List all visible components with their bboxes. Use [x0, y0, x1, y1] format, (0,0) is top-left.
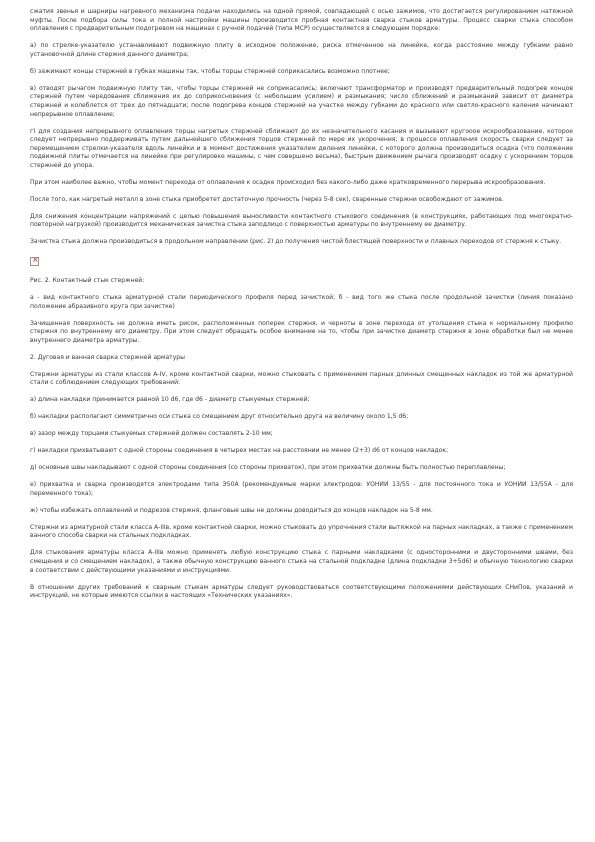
paragraph: г) для создания непрерывного оплавления торцы нагретых стержней сближают до их незначительного касания и вызывают кругооое искрообразование, которое следует непрерывно поддерживать путем дальнейшего сближения торцов стержней по мере их укорочения; в процессе оплавления скорость сварки следует за перемещением стрелки-указателя вдоль линейки и в момент достижения указателем деления линейки, с которого должна производиться осадка (что положение подвижной плиты отмечается на линейке при регулировке машины, с чем совершено весьма), быстрым движением рычага производят осадку с ускорением торцов стержней до упора. — [30, 127, 573, 169]
paragraph: Зачищенная поверхность не должна иметь рисок, расположенных поперек стержня, и черноты в зоне перехода от утолщения стыка к нормальному профилю стержня по внутреннему его диаметру. При этом следует обращать особое внимание на то, чтобы при зачистке диаметр стержня в зоне обработки был не менее внутреннего диаметра арматуры. — [30, 319, 573, 344]
paragraph: Для стыкования арматуры класса А-IIIв можно применять любую конструкцию стыка с парными накладками (с односторонними и двусторонними швами, без смещения и со смещением накладок), а также обычную конструкцию ванного стыка на стальной подкладке (длина подкладки 3+5d6) и обычную технологию сварки в соответствии с действующими указаниями и инструкциями. — [30, 549, 573, 574]
paragraph: При этом наиболее важно, чтобы момент перехода от оплавления к осадке происходил без какого-либо даже кратковременного перерыва искрообразования. — [30, 178, 546, 186]
paragraph: б) зажимают концы стержней в губках машины так, чтобы торцы стержней соприкасались возможно плотнее; — [30, 67, 390, 75]
paragraph: В отношении других требований к сварным стыкам арматуры следует руководствоваться соответствующими положениями действующих СНиПов, указаний и инструкций, не которые имеются ссылки в настоящих «Технических указаниях». — [30, 583, 573, 600]
paragraph: Стержни из арматурной стали класса А-IIIв, кроме контактной сварки, можно стыковать до упрочнения стали вытяжкой на парных накладках, а также с применением ванного способа сварки на стальных подкладках. — [30, 523, 573, 540]
broken-image-icon — [30, 257, 39, 266]
list-item: е) прихватка и сварка производятся электродами типа Э50А (рекомендуемые марки электродов: УОНИИ 13/55 - для постоянного тока и УОНИИ 13/55А - для переменного тока); — [30, 481, 573, 497]
list-item: а) длина накладки принимается равной 10 d6, где d6 - диаметр стыкуемых стержней; — [30, 396, 310, 404]
paragraph: сжатия звенья и шарниры нагревного механизма подачи находились на одной прямой, совпадающей с осью зажимов, что достигается регулированием натяжной муфты. После подбора силы тока и полной настройки машины производится пробная контактная сварка стыков арматуры. Процесс сварки стыка способом оплавления с предварительным подогревом на машинах с ручной подачей (типа МСР) осуществляется в следующем порядке: — [30, 8, 573, 33]
paragraph: в) отводят рычагом подвижную плиту так, чтобы торцы стержней не соприкасались; включают трансформатор и производят предварительный подогрев концов стержней путем чередования сближения их до соприкосновения (с небольшим усилием) и размыкания; число сближений и размыканий зависит от диаметра стержней и колеблется от трех до пятнадцати; после подогрева концов стержней на участке между губками до красного или светло-красного каления начинают непрерывное оплавление; — [30, 84, 573, 118]
figure-placeholder — [30, 255, 573, 277]
list-item: д) основные швы накладывают с одной стороны соединения (со стороны прихваток), при этом прихватки должны быть полностью переплавлены; — [30, 464, 506, 472]
list-item: в) зазор между торцами стыкуемых стержней должен составлять 2-10 мм; — [30, 430, 273, 438]
paragraph: Стержни арматуры из стали классов А-IV, кроме контактной сварки, можно стыковать с применением парных длинных смещенных накладок из той же арматурной стали с соблюдением следующих требований: — [30, 370, 573, 387]
paragraph: Зачистка стыка должна производиться в продольном направлении (рис. 2) до получения чистой блестящей поверхности и плавных переходов от стержня к стыку. — [30, 238, 562, 246]
section-heading: 2. Дуговая и ванная сварка стержней арматуры — [30, 353, 185, 361]
list-item: ж) чтобы избежать оплавлений и подрезов стержня, фланговые швы не должны доводиться до концов накладок на 5-8 мм. — [30, 506, 433, 514]
paragraph: Для снижения концентрации напряжений с целью повышения выносливости контактного стыкового соединения (в конструкциях, работающих под многократно-повторной нагрузкой) производится механическая зачистка стыка заподлицо с поверхностью арматуры по внутреннему ее диаметру. — [30, 212, 573, 229]
paragraph: а) по стрелке-указателю устанавливают подвижную плиту в исходное положение, риска отмеченное на линейке, когда расстояние между губками равно установочной длине стержня данного диаметра; — [30, 42, 573, 58]
figure-caption: Рис. 2. Контактный стык стержней: — [30, 276, 145, 284]
paragraph: а - вид контактного стыка арматурной стали периодического профиля перед зачисткой; б - вид того же стыка после продольной зачистки (линия показано положение абразивного круга при зачистке) — [30, 293, 573, 310]
list-item: г) накладки прихватывают с одной стороны соединения в четырех местах на расстоянии не менее (2+3) d6 от концов накладок; — [30, 447, 449, 455]
list-item: б) накладки располагают симметрично оси стыка со смещением друг относительно друга на величину около 1,5 d6; — [30, 413, 409, 421]
paragraph: После того, как нагретый металл в зоне стыка приобретет достаточную прочность (через 5-8 сек), сваренные стержни освобождают от зажимов. — [30, 195, 504, 203]
